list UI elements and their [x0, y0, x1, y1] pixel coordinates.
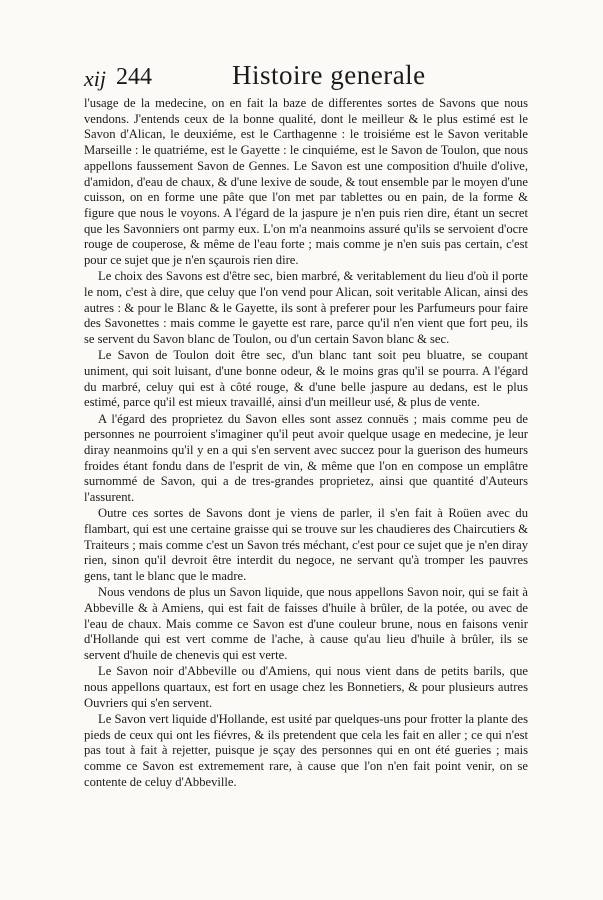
paragraph-6: Nous vendons de plus un Savon liquide, que nous appellons Savon noir, qui se fait à Abbeville & à Amiens, qui est fait de faisses d'huile à brûler, de la potée, ou avec de l'eau de chaux. Mais comme ce Savon est d'une couleur brune, nous en faisons venir d'Hollande qui est vert comme de l'ache, à cause qu'au lieu d'huile à brûler, ils se servent d'huile de chenevis qui est verte. — [84, 585, 528, 663]
page-body — [84, 96, 528, 790]
paragraph-1: l'usage de la medecine, on en fait la baze de differentes sortes de Savons que nous vendons. J'entends ceux de la bonne qualité, dont le meilleur & le plus estimé est le Savon d'Alican, le deuxiéme, est le Carthagenne : le troisiéme est le Savon veritable Marseille : le quatriéme, est le Gayette : le cinquiéme, est le Savon de Toulon, que nous appellons faussement Savon de Gennes. Le Savon est une composition d'huile d'olive, d'amidon, d'eau de chaux, & d'une lexive de soude, & tout ensemble par le moyen d'une cuisson, on en forme une pâte que l'on met par tablettes ou en pain, de la forme & figure que nous le voyons. A l'égard de la jaspure je n'en puis rien dire, étant un secret que les Savonniers ont parmy eux. L'on m'a neanmoins assuré qu'ils se servoient d'ocre rouge de couperose, & même de l'eau forte ; mais comme je n'en suis pas certain, c'est pour ce sujet que je n'en sçaurois rien dire. — [84, 96, 528, 268]
paragraph-2: Le choix des Savons est d'être sec, bien marbré, & veritablement du lieu d'où il porte le nom, c'est à dire, que celuy que l'on vend pour Alican, soit veritable Alican, ainsi des autres : & pour le Blanc & le Gayette, ils sont à preferer pour les Parfumeurs pour faire des Savonettes : mais comme le gayette est rare, parce qu'il n'en vient que fort peu, ils se servent du Savon blanc de Toulon, ou d'un certain Savon blanc & sec. — [84, 269, 528, 347]
signature-mark: xij — [84, 66, 106, 91]
paragraph-3: Le Savon de Toulon doit être sec, d'un blanc tant soit peu bluatre, se coupant uniment, qui soit luisant, d'une bonne odeur, & le moins gras qu'il se pourra. A l'égard du marbré, celuy qui est à côté rouge, & d'une belle jaspure au dedans, est le plus estimé, parce qu'il est mieux travaillé, ainsi d'un meilleur usé, & plus de vente. — [84, 348, 528, 410]
paragraph-4: A l'égard des proprietez du Savon elles sont assez connuës ; mais comme peu de personnes ne pourroient s'imaginer qu'il peut avoir quelque usage en medecine, je leur diray neanmoins qu'il y en a qui s'en servent avec succez pour la guerison des humeurs froides étant fondu dans de l'esprit de vin, & même que l'on en compose un emplâtre surnommé de Savon, qui a de tres-grandes proprietez, ainsi que quantité d'Auteurs l'assurent. — [84, 411, 528, 505]
paragraph-7: Le Savon noir d'Abbeville ou d'Amiens, qui nous vient dans de petits barils, que nous appellons quartaux, est fort en usage chez les Bonnetiers, & pour plusieurs autres Ouvriers qui s'en servent. — [84, 664, 528, 710]
paragraph-8: Le Savon vert liquide d'Hollande, est usité par quelques-uns pour frotter la plante des pieds de ceux qui ont les fiévres, & ils pretendent que cela les fait en aller ; ce qui n'est pas tout à fait à rejetter, puisque je sçay des personnes qui en ont été gueries ; mais comme ce Savon est extremement rare, à cause que l'on n'en fait point venir, on se contente de celuy d'Abbeville. — [84, 711, 528, 789]
paragraph-5: Outre ces sortes de Savons dont je viens de parler, il s'en fait à Roüen avec du flambart, qui est une certaine graisse qui se trouve sur les chaudieres des Chaircutiers & Traiteurs ; mais comme c'est un Savon trés méchant, c'est pour ce sujet que je n'en diray rien, sinon qu'il devroit être interdit du negoce, ne servant qu'à tromper les pauvres gens, tant le blanc que le madre. — [84, 506, 528, 584]
running-title: Histoire generale — [232, 60, 426, 90]
page-header — [72, 58, 542, 98]
page-number: 244 — [116, 64, 152, 90]
